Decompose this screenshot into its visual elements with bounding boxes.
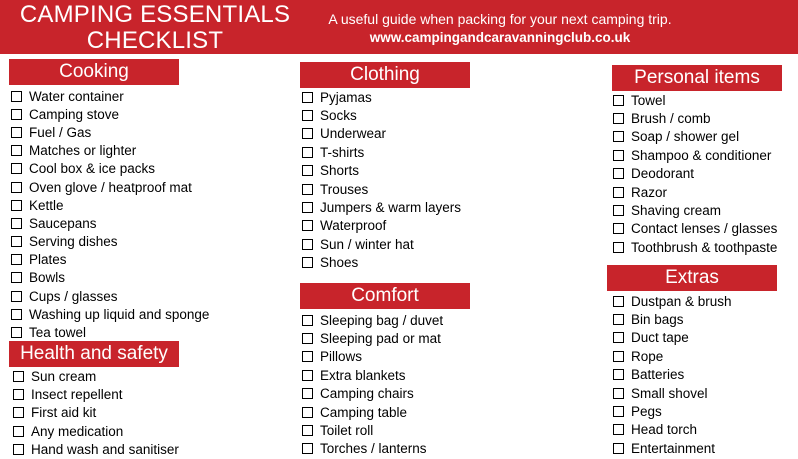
checkbox[interactable] [613,187,624,198]
checkbox[interactable] [613,113,624,124]
checklist-item-label: Towel [631,92,666,108]
checklist-item[interactable] [302,421,443,439]
checklist-item[interactable] [302,162,461,180]
checklist-item-label: Shampoo & conditioner [631,147,772,163]
checklist-item-label: Kettle [29,197,64,213]
checklist-item[interactable] [11,305,209,323]
checkbox[interactable] [613,168,624,179]
checkbox[interactable] [11,254,22,265]
tagline: A useful guide when packing for your next camping trip. [328,11,672,27]
checkbox[interactable] [613,424,624,435]
section-title-extras: Extras [607,265,777,291]
checkbox[interactable] [302,425,313,436]
checklist-item-label: Soap / shower gel [631,129,740,145]
website-link[interactable]: www.campingandcaravanningclub.co.uk [369,30,631,45]
checklist-item[interactable] [613,146,777,164]
checklist-item[interactable] [302,125,461,143]
checklist-item[interactable] [613,109,777,127]
checkbox[interactable] [613,95,624,106]
checklist-item[interactable] [11,105,209,123]
checkbox[interactable] [613,131,624,142]
checklist-item-label: Shaving cream [631,203,722,219]
checklist-item[interactable] [302,143,461,161]
section-title-clothing: Clothing [300,62,470,88]
checklist-item-label: Bin bags [631,312,684,328]
checklist-item[interactable] [613,384,732,402]
checklist-item-label: Razor [631,184,668,200]
checklist-item[interactable] [613,91,777,109]
checkbox[interactable] [11,127,22,138]
checkbox[interactable] [302,239,313,250]
checklist-item[interactable] [11,178,209,196]
checklist-item-label: Jumpers & warm layers [320,200,462,216]
checklist-item-label: Camping stove [29,106,120,122]
checklist-item-label: Fuel / Gas [29,124,92,140]
checkbox[interactable] [613,242,624,253]
checklist-item[interactable] [11,233,209,251]
title-line-1: CAMPING ESSENTIALS [19,1,291,28]
checkbox[interactable] [302,147,313,158]
checklist-item-label: Small shovel [631,385,708,401]
checklist-item-label: T-shirts [320,144,365,160]
checklist-item-label: Insect repellent [31,387,123,403]
checklist-item[interactable] [302,235,461,253]
checkbox[interactable] [13,444,24,455]
checklist-item[interactable] [11,214,209,232]
checkbox[interactable] [302,128,313,139]
checklist-item[interactable] [613,292,732,310]
checklist-item-label: Hand wash and sanitiser [31,442,179,458]
section-title-cooking: Cooking [9,59,179,85]
checklist-item[interactable] [302,198,461,216]
checklist-item[interactable] [302,254,461,272]
checkbox[interactable] [11,218,22,229]
checkbox[interactable] [11,163,22,174]
comfort-list [302,311,443,458]
checklist-item[interactable] [302,329,443,347]
checklist-item[interactable] [302,366,443,384]
checklist-item[interactable] [13,367,179,385]
checklist-item[interactable] [613,421,732,439]
checkbox[interactable] [11,309,22,320]
checklist-item[interactable] [302,348,443,366]
checklist-item-label: Camping chairs [320,386,414,402]
checklist-item[interactable] [613,347,732,365]
personal-items-list [613,91,777,257]
checklist-item-label: Sun cream [31,368,97,384]
checklist-item-label: Sleeping pad or mat [320,331,441,347]
checklist-item[interactable] [13,422,179,440]
section-title-personal-items: Personal items [612,65,782,91]
checklist-item[interactable] [613,128,777,146]
checklist-item-label: Saucepans [29,215,97,231]
checkbox[interactable] [11,182,22,193]
checklist-item[interactable] [11,160,209,178]
checkbox[interactable] [302,370,313,381]
checklist-item[interactable] [302,385,443,403]
checkbox[interactable] [613,369,624,380]
checklist-item[interactable] [302,403,443,421]
checklist-item[interactable] [302,440,443,458]
checklist-item[interactable] [11,196,209,214]
checklist-item-label: Toilet roll [320,423,374,439]
checklist-item[interactable] [302,217,461,235]
checkbox[interactable] [613,223,624,234]
checkbox[interactable] [613,443,624,454]
checkbox[interactable] [302,165,313,176]
checklist-item-label: Cool box & ice packs [29,161,156,177]
checklist-item[interactable] [302,311,443,329]
checkbox[interactable] [613,150,624,161]
checklist-item-label: Contact lenses / glasses [631,221,778,237]
checklist-item-label: Pyjamas [320,89,372,105]
checklist-item[interactable] [613,310,732,328]
checklist-item-label: Pillows [320,349,363,365]
checklist-item-label: Matches or lighter [29,143,137,159]
checklist-item[interactable] [613,201,777,219]
checkbox[interactable] [11,272,22,283]
checklist-item[interactable] [13,385,179,403]
checkbox[interactable] [613,296,624,307]
checklist-item[interactable] [613,165,777,183]
checklist-item-label: Bowls [29,270,66,286]
checklist-item-label: Cups / glasses [29,288,118,304]
section-title-comfort: Comfort [300,283,470,309]
checklist-item-label: Washing up liquid and sponge [29,306,210,322]
checklist-item-label: Water container [29,88,124,104]
checkbox[interactable] [13,371,24,382]
checklist-item[interactable] [613,220,777,238]
checkbox[interactable] [302,220,313,231]
checklist-item-label: Socks [320,108,357,124]
checklist-item[interactable] [13,441,179,459]
checklist-item[interactable] [613,238,777,256]
section-title-health-and-safety: Health and safety [9,341,179,367]
clothing-list [302,88,461,272]
checklist-item-label: Dustpan & brush [631,293,732,309]
checklist-item-label: Oven glove / heatproof mat [29,179,192,195]
checklist-item[interactable] [613,183,777,201]
checkbox[interactable] [302,333,313,344]
checklist-item[interactable] [302,106,461,124]
checklist-item-label: Trouses [320,181,369,197]
checkbox[interactable] [11,109,22,120]
cooking-list [11,87,209,342]
checkbox[interactable] [613,406,624,417]
checklist-item[interactable] [302,88,461,106]
checklist-item-label: Any medication [31,423,124,439]
checklist-item[interactable] [11,251,209,269]
checkbox[interactable] [13,407,24,418]
checklist-item[interactable] [11,142,209,160]
checklist-item-label: Extra blankets [320,367,406,383]
checklist-item[interactable] [11,287,209,305]
checkbox[interactable] [302,351,313,362]
checkbox[interactable] [13,389,24,400]
checklist-item-label: Batteries [631,367,685,383]
checklist-item-label: Underwear [320,126,387,142]
checklist-item-label: Shorts [320,163,360,179]
checklist-item[interactable] [11,269,209,287]
checkbox[interactable] [613,332,624,343]
page-title [0,2,310,54]
checklist-item[interactable] [302,180,461,198]
checklist-item-label: Brush / comb [631,111,711,127]
checklist-item-label: Shoes [320,255,359,271]
checklist-item-label: Deodorant [631,166,695,182]
title-line-2: CHECKLIST [86,27,224,54]
checklist-item-label: First aid kit [31,405,97,421]
checklist-item-label: Sleeping bag / duvet [320,312,444,328]
checklist-item-label: Torches / lanterns [320,441,427,457]
checkbox[interactable] [302,257,313,268]
checklist-item[interactable] [613,366,732,384]
checklist-item[interactable] [11,323,209,341]
checkbox[interactable] [13,426,24,437]
checklist-item-label: Toothbrush & toothpaste [631,239,778,255]
health-and-safety-list [13,367,179,459]
checklist-item-label: Entertainment [631,440,716,456]
extras-list [613,292,732,458]
checkbox[interactable] [613,351,624,362]
checklist-item-label: Head torch [631,422,698,438]
checkbox[interactable] [11,145,22,156]
checklist-item[interactable] [13,404,179,422]
checklist-item-label: Tea towel [29,325,87,341]
checklist-item-label: Rope [631,348,664,364]
checkbox[interactable] [302,388,313,399]
checkbox[interactable] [302,315,313,326]
checkbox[interactable] [11,291,22,302]
checkbox[interactable] [613,205,624,216]
checklist-item-label: Serving dishes [29,234,118,250]
checkbox[interactable] [11,91,22,102]
checklist-item-label: Pegs [631,404,662,420]
checkbox[interactable] [11,327,22,338]
checklist-item[interactable] [11,123,209,141]
checklist-item-label: Plates [29,252,67,268]
checklist-item[interactable] [613,439,732,457]
checkbox[interactable] [11,236,22,247]
checkbox[interactable] [302,110,313,121]
checkbox[interactable] [302,407,313,418]
checklist-item-label: Camping table [320,404,408,420]
checkbox[interactable] [302,92,313,103]
checklist-item[interactable] [613,329,732,347]
checklist-item-label: Waterproof [320,218,387,234]
header-banner [0,0,798,54]
checkbox[interactable] [302,202,313,213]
checklist-item-label: Duct tape [631,330,689,346]
checkbox[interactable] [11,200,22,211]
checkbox[interactable] [613,388,624,399]
checklist-item[interactable] [11,87,209,105]
checklist-item-label: Sun / winter hat [320,236,414,252]
checklist-item[interactable] [613,402,732,420]
checkbox[interactable] [613,314,624,325]
checkbox[interactable] [302,184,313,195]
